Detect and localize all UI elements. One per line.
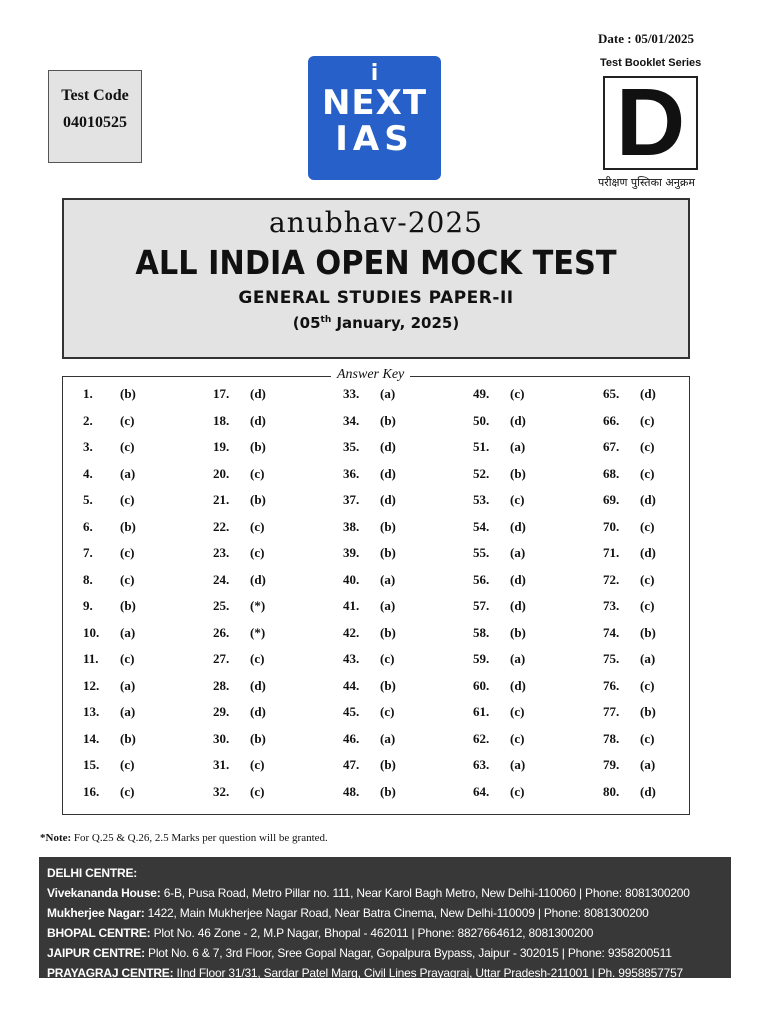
answer-option: (b): [640, 704, 656, 719]
question-number: 49.: [473, 386, 490, 401]
question-number: 17.: [213, 386, 230, 401]
answer-row: [213, 678, 343, 698]
note: [40, 832, 328, 844]
question-number: 21.: [213, 492, 230, 507]
answer-option: (c): [640, 598, 655, 613]
title-banner: [62, 198, 690, 359]
question-number: 18.: [213, 412, 230, 428]
answer-row: [83, 386, 213, 406]
answer-option: (c): [510, 730, 525, 746]
question-number: 33.: [343, 386, 360, 401]
answer-option: (b): [640, 624, 656, 640]
test-date-suffix: January, 2025): [331, 314, 460, 332]
question-number: 56.: [473, 571, 490, 587]
answer-option: (c): [250, 545, 265, 560]
logo-text-next: NEXT: [321, 83, 428, 123]
footer-line: [47, 943, 723, 963]
question-number: 27.: [213, 651, 230, 666]
answer-option: (*): [250, 598, 266, 613]
answer-option: (c): [250, 465, 265, 481]
footer-line-label: Mukherjee Nagar:: [47, 906, 145, 920]
answer-option: (c): [510, 492, 525, 507]
question-number: 73.: [603, 598, 620, 613]
question-number: 48.: [343, 783, 360, 799]
answer-row: [213, 651, 343, 671]
question-number: 35.: [343, 439, 360, 454]
answer-option: (c): [120, 439, 135, 454]
footer-line: [47, 883, 723, 903]
test-code-box: [48, 70, 142, 163]
answer-row: [603, 545, 733, 565]
question-number: 47.: [343, 757, 360, 772]
answer-option: (b): [380, 412, 396, 428]
footer-line-text: Plot No. 46 Zone - 2, M.P Nagar, Bhopal - 462011 | Phone: 8827664612, 8081300200: [150, 926, 594, 940]
answer-option: (b): [510, 465, 526, 481]
question-number: 29.: [213, 704, 230, 719]
answer-row: [473, 598, 603, 618]
answer-option: (b): [380, 624, 396, 640]
question-number: 32.: [213, 783, 230, 799]
booklet-series-hindi: परीक्षण पुस्तिका अनुक्रम: [598, 176, 695, 189]
answer-row: [603, 757, 733, 777]
logo-mark: i: [370, 61, 379, 86]
footer-line: [47, 963, 723, 983]
answer-option: (b): [120, 730, 136, 746]
answer-row: [83, 731, 213, 751]
answer-option: (a): [120, 704, 136, 719]
answer-row: [83, 466, 213, 486]
answer-row: [603, 784, 733, 804]
question-number: 75.: [603, 651, 620, 666]
footer-heading-text: DELHI CENTRE:: [47, 866, 138, 880]
answer-row: [603, 439, 733, 459]
answer-row: [473, 678, 603, 698]
answer-row: [83, 678, 213, 698]
answer-row: [473, 572, 603, 592]
answer-option: (a): [640, 757, 656, 772]
footer-line-text: 6-B, Pusa Road, Metro Pillar no. 111, Near Karol Bagh Metro, New Delhi-110060 | Phone: 8081300200: [160, 886, 690, 900]
question-number: 45.: [343, 704, 360, 719]
note-prefix: *Note:: [40, 832, 72, 844]
answer-option: (c): [120, 412, 135, 428]
question-number: 9.: [83, 598, 93, 613]
question-number: 5.: [83, 492, 93, 507]
question-number: 38.: [343, 518, 360, 534]
answer-row: [473, 731, 603, 751]
question-number: 34.: [343, 412, 360, 428]
answer-row: [83, 545, 213, 565]
question-number: 58.: [473, 624, 490, 640]
answer-row: [83, 651, 213, 671]
answer-row: [603, 704, 733, 724]
booklet-series-letter: D: [603, 76, 698, 170]
answer-row: [603, 731, 733, 751]
answer-row: [83, 519, 213, 539]
answer-option: (a): [120, 677, 136, 693]
answer-row: [603, 651, 733, 671]
question-number: 16.: [83, 783, 100, 799]
answer-row: [213, 757, 343, 777]
answer-option: (d): [250, 704, 266, 719]
next-ias-logo: [308, 56, 441, 180]
footer-line-label: PRAYAGRAJ CENTRE:: [47, 966, 174, 980]
footer-line-label: JAIPUR CENTRE:: [47, 946, 145, 960]
answer-option: (a): [380, 730, 396, 746]
answer-row: [213, 466, 343, 486]
question-number: 1.: [83, 386, 93, 401]
answer-row: [343, 678, 473, 698]
answer-option: (c): [640, 518, 655, 534]
answer-row: [343, 625, 473, 645]
answer-row: [473, 651, 603, 671]
answer-option: (d): [250, 386, 266, 401]
question-number: 68.: [603, 465, 620, 481]
answer-option: (a): [380, 386, 396, 401]
answer-option: (b): [250, 730, 266, 746]
answer-row: [343, 784, 473, 804]
answer-option: (a): [640, 651, 656, 666]
answer-option: (d): [250, 571, 266, 587]
question-number: 19.: [213, 439, 230, 454]
footer-line-label: BHOPAL CENTRE:: [47, 926, 151, 940]
answer-row: [343, 572, 473, 592]
question-number: 60.: [473, 677, 490, 693]
question-number: 6.: [83, 518, 93, 534]
answer-option: (a): [510, 651, 526, 666]
test-date-prefix: (05: [292, 314, 321, 332]
answer-row: [213, 492, 343, 512]
answer-row: [603, 625, 733, 645]
answer-row: [603, 519, 733, 539]
answer-row: [343, 545, 473, 565]
answer-option: (d): [640, 783, 656, 799]
question-number: 50.: [473, 412, 490, 428]
answer-option: (b): [380, 757, 396, 772]
answer-option: (c): [250, 651, 265, 666]
answer-option: (c): [380, 704, 395, 719]
answer-row: [343, 492, 473, 512]
answer-option: (d): [250, 412, 266, 428]
answer-row: [343, 731, 473, 751]
answer-row: [603, 492, 733, 512]
answer-option: (d): [640, 386, 656, 401]
answer-option: (a): [380, 571, 396, 587]
question-number: 64.: [473, 783, 490, 799]
question-number: 4.: [83, 465, 93, 481]
answer-row: [603, 572, 733, 592]
question-number: 74.: [603, 624, 620, 640]
answer-option: (d): [510, 598, 526, 613]
answer-option: (d): [380, 439, 396, 454]
answer-option: (b): [380, 518, 396, 534]
question-number: 3.: [83, 439, 93, 454]
answer-row: [473, 492, 603, 512]
footer-heading: [47, 863, 723, 883]
answer-option: (b): [120, 386, 136, 401]
answer-option: (c): [250, 518, 265, 534]
answer-row: [603, 413, 733, 433]
paper-subtitle: GENERAL STUDIES PAPER-II: [238, 288, 514, 308]
answer-row: [343, 651, 473, 671]
answer-row: [83, 625, 213, 645]
answer-row: [213, 519, 343, 539]
question-number: 44.: [343, 677, 360, 693]
answer-option: (d): [380, 492, 396, 507]
answer-row: [213, 439, 343, 459]
question-number: 26.: [213, 624, 230, 640]
answer-option: (b): [120, 598, 136, 613]
answer-option: (c): [250, 757, 265, 772]
answer-row: [473, 704, 603, 724]
answer-row: [83, 413, 213, 433]
answer-option: (c): [120, 545, 135, 560]
answer-option: (b): [380, 545, 396, 560]
answer-row: [343, 466, 473, 486]
answer-row: [473, 413, 603, 433]
answer-row: [473, 466, 603, 486]
question-number: 53.: [473, 492, 490, 507]
test-date-sup: th: [320, 315, 332, 325]
answer-row: [603, 466, 733, 486]
answer-option: (d): [510, 412, 526, 428]
question-number: 37.: [343, 492, 360, 507]
answer-option: (c): [250, 783, 265, 799]
question-number: 22.: [213, 518, 230, 534]
answer-option: (a): [120, 465, 136, 481]
question-number: 67.: [603, 439, 620, 454]
answer-option: (a): [510, 757, 526, 772]
question-number: 51.: [473, 439, 490, 454]
answer-option: (c): [640, 677, 655, 693]
question-number: 71.: [603, 545, 620, 560]
footer-line: [47, 923, 723, 943]
question-number: 77.: [603, 704, 620, 719]
test-code-label: Test Code: [61, 87, 129, 104]
question-number: 76.: [603, 677, 620, 693]
answer-option: (d): [510, 677, 526, 693]
answer-option: (c): [120, 571, 135, 587]
answer-row: [213, 545, 343, 565]
answer-option: (d): [510, 518, 526, 534]
answer-row: [343, 386, 473, 406]
answer-option: (b): [250, 492, 266, 507]
question-number: 42.: [343, 624, 360, 640]
answer-option: (c): [120, 757, 135, 772]
answer-option: (d): [380, 465, 396, 481]
centres-footer: [39, 857, 731, 978]
question-number: 12.: [83, 677, 100, 693]
answer-option: (c): [380, 651, 395, 666]
booklet-series-label: Test Booklet Series: [600, 57, 702, 69]
answer-option: (b): [120, 518, 136, 534]
question-number: 10.: [83, 624, 100, 640]
answer-row: [473, 545, 603, 565]
question-number: 80.: [603, 783, 620, 799]
question-number: 7.: [83, 545, 93, 560]
answer-row: [473, 386, 603, 406]
answer-row: [213, 784, 343, 804]
question-number: 15.: [83, 757, 100, 772]
answer-row: [343, 598, 473, 618]
answer-row: [213, 572, 343, 592]
answer-option: (*): [250, 624, 266, 640]
test-date: [64, 314, 688, 332]
question-number: 23.: [213, 545, 230, 560]
answer-row: [343, 519, 473, 539]
question-number: 65.: [603, 386, 620, 401]
answer-option: (c): [510, 704, 525, 719]
question-number: 13.: [83, 704, 100, 719]
answer-row: [343, 439, 473, 459]
answer-option: (c): [640, 412, 655, 428]
answer-option: (c): [510, 386, 525, 401]
question-number: 72.: [603, 571, 620, 587]
answer-option: (d): [640, 545, 656, 560]
footer-line-text: 1422, Main Mukherjee Nagar Road, Near Batra Cinema, New Delhi-110009 | Phone: 8081300200: [144, 906, 649, 920]
question-number: 2.: [83, 412, 93, 428]
answer-option: (d): [250, 677, 266, 693]
question-number: 79.: [603, 757, 620, 772]
answer-row: [343, 757, 473, 777]
answer-option: (b): [510, 624, 526, 640]
series-name: anubhav-2025: [269, 206, 483, 239]
question-number: 57.: [473, 598, 490, 613]
answer-option: (c): [120, 651, 135, 666]
answer-row: [473, 625, 603, 645]
answer-option: (a): [120, 624, 136, 640]
answer-row: [473, 439, 603, 459]
answer-key-table: [62, 376, 690, 815]
footer-line: [47, 903, 723, 923]
answer-option: (b): [250, 439, 266, 454]
answer-option: (c): [120, 492, 135, 507]
footer-line-label: Vivekananda House:: [47, 886, 161, 900]
answer-option: (a): [510, 439, 526, 454]
question-number: 69.: [603, 492, 620, 507]
question-number: 54.: [473, 518, 490, 534]
answer-option: (c): [640, 465, 655, 481]
question-number: 25.: [213, 598, 230, 613]
note-text: For Q.25 & Q.26, 2.5 Marks per question will be granted.: [71, 832, 328, 844]
answer-row: [603, 678, 733, 698]
answer-row: [213, 704, 343, 724]
answer-option: (a): [380, 598, 396, 613]
question-number: 20.: [213, 465, 230, 481]
question-number: 31.: [213, 757, 230, 772]
answer-row: [473, 757, 603, 777]
answer-row: [213, 731, 343, 751]
answer-option: (b): [380, 783, 396, 799]
answer-row: [83, 757, 213, 777]
question-number: 11.: [83, 651, 99, 666]
footer-line-text: IInd Floor 31/31, Sardar Patel Marg, Civil Lines Prayagraj, Uttar Pradesh-211001 | Ph. 9958857757: [173, 966, 684, 980]
question-number: 70.: [603, 518, 620, 534]
answer-key-label: Answer Key: [331, 367, 410, 383]
question-number: 41.: [343, 598, 360, 613]
question-number: 28.: [213, 677, 230, 693]
question-number: 66.: [603, 412, 620, 428]
question-number: 36.: [343, 465, 360, 481]
answer-row: [83, 704, 213, 724]
answer-row: [213, 386, 343, 406]
test-code-value: 04010525: [63, 114, 127, 131]
question-number: 63.: [473, 757, 490, 772]
question-number: 78.: [603, 730, 620, 746]
question-number: 46.: [343, 730, 360, 746]
answer-row: [83, 572, 213, 592]
logo-text-ias: IAS: [335, 119, 414, 159]
question-number: 39.: [343, 545, 360, 560]
test-title: ALL INDIA OPEN MOCK TEST: [135, 243, 617, 282]
question-number: 59.: [473, 651, 490, 666]
answer-option: (c): [510, 783, 525, 799]
answer-row: [343, 413, 473, 433]
answer-row: [473, 784, 603, 804]
answer-row: [83, 439, 213, 459]
question-number: 43.: [343, 651, 360, 666]
answer-row: [213, 625, 343, 645]
answer-option: (b): [380, 677, 396, 693]
answer-row: [83, 492, 213, 512]
question-number: 62.: [473, 730, 490, 746]
answer-option: (a): [510, 545, 526, 560]
answer-option: (d): [510, 571, 526, 587]
answer-row: [473, 519, 603, 539]
answer-option: (c): [640, 439, 655, 454]
document-date: Date : 05/01/2025: [598, 31, 695, 46]
answer-row: [213, 413, 343, 433]
answer-row: [603, 598, 733, 618]
answer-row: [83, 784, 213, 804]
answer-row: [343, 704, 473, 724]
question-number: 55.: [473, 545, 490, 560]
question-number: 30.: [213, 730, 230, 746]
answer-option: (c): [120, 783, 135, 799]
question-number: 52.: [473, 465, 490, 481]
footer-line-text: Plot No. 6 & 7, 3rd Floor, Sree Gopal Nagar, Gopalpura Bypass, Jaipur - 302015 | Phone: 9358200511: [144, 946, 672, 960]
answer-row: [603, 386, 733, 406]
question-number: 40.: [343, 571, 360, 587]
question-number: 14.: [83, 730, 100, 746]
question-number: 8.: [83, 571, 93, 587]
question-number: 61.: [473, 704, 490, 719]
answer-option: (d): [640, 492, 656, 507]
answer-row: [213, 598, 343, 618]
answer-option: (c): [640, 571, 655, 587]
answer-option: (c): [640, 730, 655, 746]
question-number: 24.: [213, 571, 230, 587]
answer-row: [83, 598, 213, 618]
